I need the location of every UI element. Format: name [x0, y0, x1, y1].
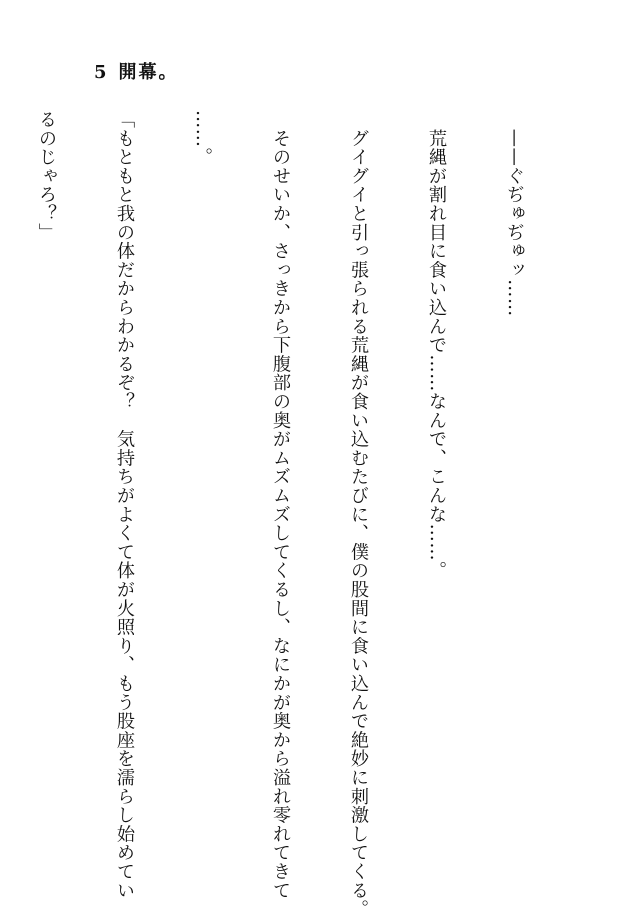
- chapter-heading: [94, 58, 179, 84]
- text-line: そのせいか、さっきから下腹部の奥がムズムズしてくるし、なにかが奥から溢れ零れてきて: [270, 110, 291, 900]
- text-line: るのじゃろ？」: [36, 110, 57, 242]
- chapter-number: 5: [94, 62, 109, 83]
- text-line: ……。: [192, 110, 213, 167]
- text-line: ——ぐぢゅぢゅッ……: [504, 110, 525, 317]
- vertical-body-text: [0, 110, 579, 918]
- text-line: グイグイと引っ張られる荒縄が食い込むたびに、僕の股間に食い込んで絶妙に刺激してくる。: [348, 110, 369, 918]
- chapter-title: 開幕。: [118, 62, 179, 83]
- text-line: 荒縄が割れ目に食い込んで……なんで、こんな……。: [426, 110, 447, 580]
- text-line: 「もともと我の体だからわかるぞ？ 気持ちがよくて体が火照り、もう股座を濡らし始めてい: [114, 110, 135, 900]
